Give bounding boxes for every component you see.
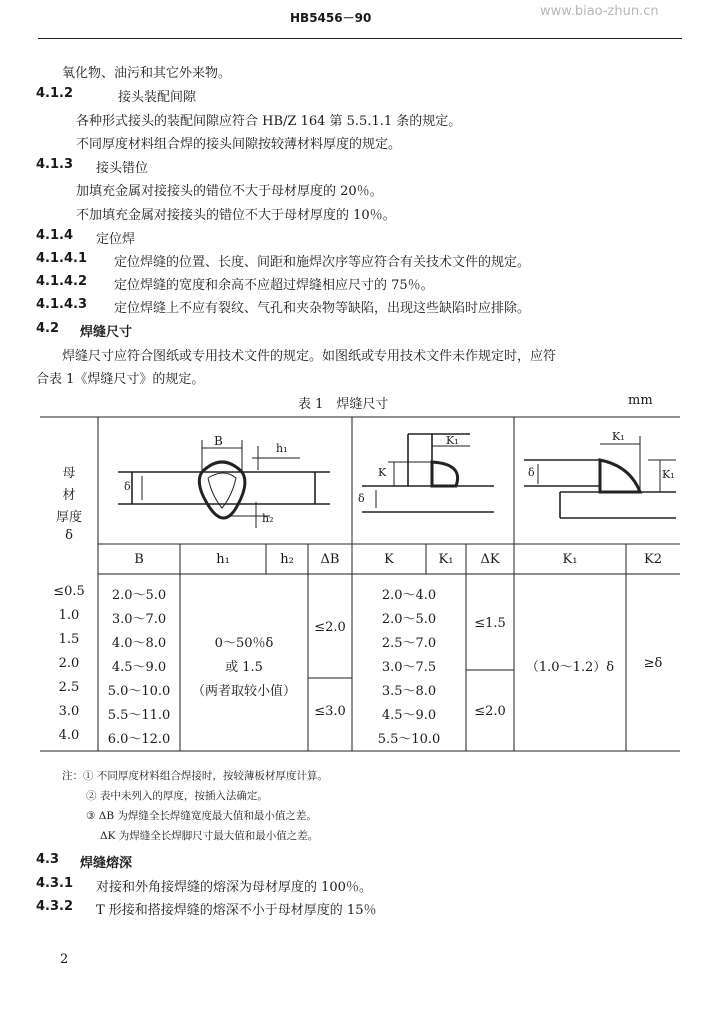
k-cell: 2.5～7.0 bbox=[381, 636, 437, 651]
delta-k-cell: ≤1.5 bbox=[474, 616, 506, 631]
paragraph: 各种形式接头的装配间隙应符合 HB/Z 164 第 5.5.1.1 条的规定。 bbox=[76, 114, 462, 129]
b-cell: 5.0～10.0 bbox=[107, 684, 171, 699]
paragraph: 定位焊缝的位置、长度、间距和施焊次序等应符合有关技术文件的规定。 bbox=[114, 255, 531, 270]
row-header-line: 母 bbox=[62, 466, 76, 481]
table-note: ③ ΔB 为焊缝全长焊缝宽度最大值和最小值之差。 bbox=[86, 810, 317, 822]
paragraph: 不同厚度材料组合焊的接头间隙按较薄材料厚度的规定。 bbox=[76, 137, 402, 152]
paragraph: 定位焊缝上不应有裂纹、气孔和夹杂物等缺陷，出现这些缺陷时应排除。 bbox=[114, 301, 531, 316]
section-4-1-2-title: 接头装配间隙 bbox=[118, 90, 197, 105]
diagram-label-k: K bbox=[378, 466, 387, 479]
thickness-cell: 2.0 bbox=[58, 656, 80, 671]
watermark-url: www.biao-zhun.cn bbox=[540, 4, 659, 19]
k-cell: 5.5～10.0 bbox=[377, 732, 441, 747]
section-4-1-4-3-number: 4.1.4.3 bbox=[36, 297, 87, 312]
page-number: 2 bbox=[60, 952, 69, 967]
diagram-label-h2: h₂ bbox=[262, 512, 274, 525]
section-4-1-3-title: 接头错位 bbox=[96, 161, 149, 176]
b-cell: 4.5～9.0 bbox=[111, 660, 167, 675]
b-cell: 5.5～11.0 bbox=[107, 708, 171, 723]
continued-text: 氧化物、油污和其它外来物。 bbox=[62, 66, 232, 81]
diagram-label-delta: δ bbox=[124, 480, 131, 493]
table-note: ② 表中未列入的厚度，按插入法确定。 bbox=[86, 790, 268, 802]
column-header-k: K bbox=[384, 552, 394, 567]
section-4-1-3-number: 4.1.3 bbox=[36, 157, 74, 172]
thickness-cell: 2.5 bbox=[58, 680, 80, 695]
k1-lap-cell: （1.0～1.2）δ bbox=[525, 660, 615, 675]
butt-weld-diagram bbox=[118, 440, 330, 528]
k-cell: 2.0～5.0 bbox=[381, 612, 437, 627]
h-merged-line: 或 1.5 bbox=[225, 660, 263, 675]
thickness-cell: 1.5 bbox=[58, 632, 80, 647]
section-4-1-4-1-number: 4.1.4.1 bbox=[36, 251, 87, 266]
table-note: 注：① 不同厚度材料组合焊接时，按较薄板材厚度计算。 bbox=[62, 770, 328, 782]
delta-b-cell: ≤2.0 bbox=[314, 620, 346, 635]
diagram-label-b: B bbox=[214, 434, 223, 448]
diagram-label-delta: δ bbox=[528, 466, 535, 479]
section-4-3-title: 焊缝熔深 bbox=[80, 856, 133, 871]
k-cell: 2.0～4.0 bbox=[381, 588, 437, 603]
diagram-label-k1: K₁ bbox=[446, 434, 459, 447]
row-header-line: 厚度 bbox=[55, 510, 82, 525]
lap-fillet-diagram bbox=[524, 436, 676, 518]
section-4-1-4-number: 4.1.4 bbox=[36, 228, 74, 243]
table-note: ΔK 为焊缝全长焊脚尺寸最大值和最小值之差。 bbox=[100, 830, 319, 842]
thickness-cell: 1.0 bbox=[58, 608, 80, 623]
paragraph: 焊缝尺寸应符合图纸或专用技术文件的规定。如图纸或专用技术文件未作规定时，应符 bbox=[62, 349, 557, 364]
row-header-line: 材 bbox=[62, 488, 76, 503]
paragraph: 加填充金属对接接头的错位不大于母材厚度的 20％。 bbox=[76, 184, 383, 199]
k-cell: 3.0～7.5 bbox=[381, 660, 437, 675]
section-4-1-2-number: 4.1.2 bbox=[36, 86, 74, 101]
column-header-h2: h₂ bbox=[280, 552, 294, 567]
paragraph: 定位焊缝的宽度和余高不应超过焊缝相应尺寸的 75％。 bbox=[114, 278, 434, 293]
k-cell: 3.5～8.0 bbox=[381, 684, 437, 699]
b-cell: 4.0～8.0 bbox=[111, 636, 167, 651]
diagram-label-k1: K₁ bbox=[612, 430, 625, 443]
document-code: HB5456－90 bbox=[290, 11, 372, 25]
column-header-delta-b: ΔB bbox=[320, 552, 340, 567]
k2-cell: ≥δ bbox=[643, 656, 663, 671]
paragraph: T 形接和搭接焊缝的熔深不小于母材厚度的 15％ bbox=[96, 903, 377, 918]
diagram-label-delta: δ bbox=[358, 492, 365, 505]
thickness-cell: 3.0 bbox=[58, 704, 80, 719]
b-cell: 2.0～5.0 bbox=[111, 588, 167, 603]
paragraph: 对接和外角接焊缝的熔深为母材厚度的 100％。 bbox=[96, 880, 372, 895]
section-4-1-4-title: 定位焊 bbox=[96, 232, 136, 247]
section-4-1-4-2-number: 4.1.4.2 bbox=[36, 274, 87, 289]
k-cell: 4.5～9.0 bbox=[381, 708, 437, 723]
weld-size-table bbox=[40, 416, 680, 752]
section-4-2-number: 4.2 bbox=[36, 321, 60, 336]
column-header-k2: K2 bbox=[644, 552, 662, 567]
diagram-label-h1: h₁ bbox=[276, 442, 288, 455]
column-header-b: B bbox=[134, 552, 144, 567]
section-4-2-title: 焊缝尺寸 bbox=[80, 325, 133, 340]
b-cell: 3.0～7.0 bbox=[111, 612, 167, 627]
diagram-label-k1: K₁ bbox=[662, 468, 675, 481]
column-header-h1: h₁ bbox=[216, 552, 230, 567]
section-4-3-1-number: 4.3.1 bbox=[36, 876, 74, 891]
column-header-k1: K₁ bbox=[438, 552, 454, 567]
row-header-line: δ bbox=[65, 528, 73, 543]
b-cell: 6.0～12.0 bbox=[107, 732, 171, 747]
section-4-3-2-number: 4.3.2 bbox=[36, 899, 74, 914]
table-caption: 表 1 焊缝尺寸 bbox=[298, 397, 389, 412]
section-4-3-number: 4.3 bbox=[36, 852, 60, 867]
h-merged-line: （两者取较小值） bbox=[191, 684, 296, 699]
column-header-delta-k: ΔK bbox=[480, 552, 500, 567]
header-rule bbox=[38, 38, 682, 39]
table-unit: mm bbox=[628, 393, 653, 408]
paragraph: 合表 1《焊缝尺寸》的规定。 bbox=[36, 372, 205, 387]
thickness-cell: ≤0.5 bbox=[53, 584, 85, 599]
paragraph: 不加填充金属对接接头的错位不大于母材厚度的 10％。 bbox=[76, 208, 396, 223]
column-header-k1-lap: K₁ bbox=[562, 552, 578, 567]
thickness-cell: 4.0 bbox=[58, 728, 80, 743]
h-merged-line: 0～50％δ bbox=[214, 636, 274, 651]
delta-b-cell: ≤3.0 bbox=[314, 704, 346, 719]
delta-k-cell: ≤2.0 bbox=[474, 704, 506, 719]
